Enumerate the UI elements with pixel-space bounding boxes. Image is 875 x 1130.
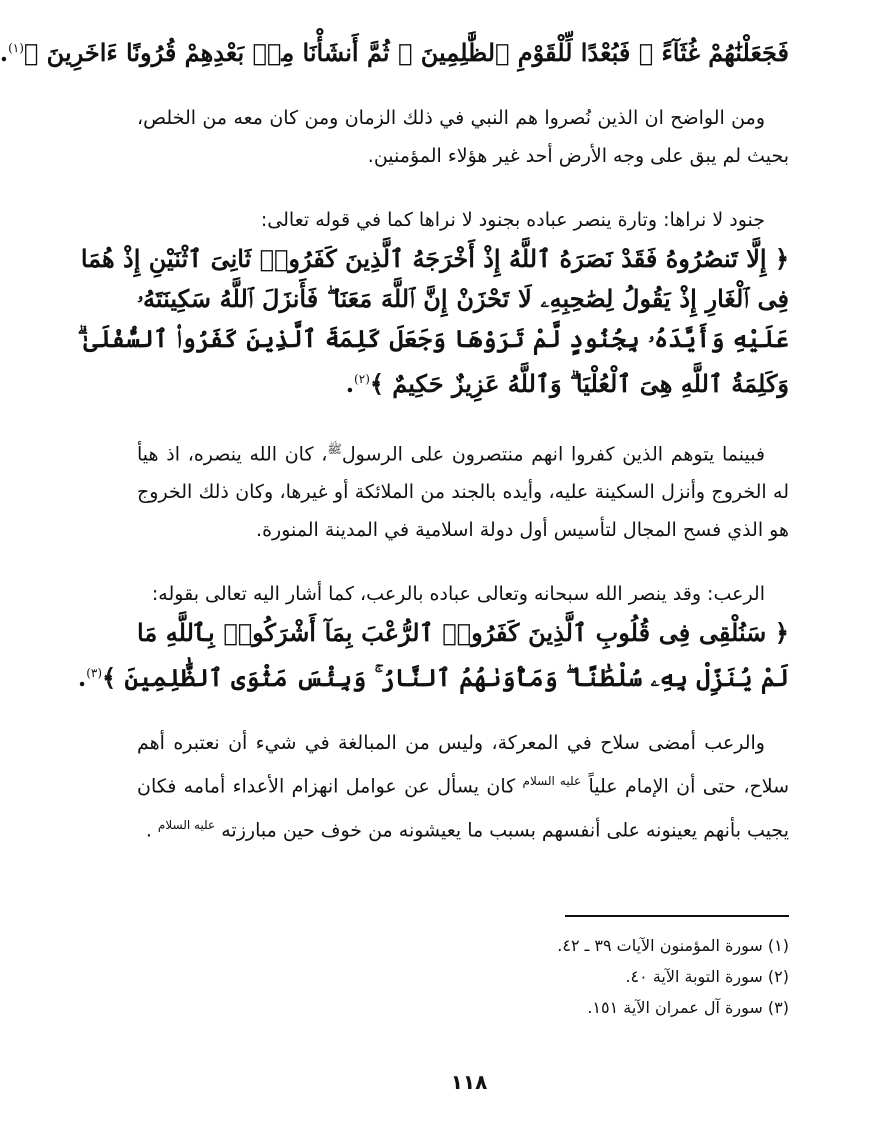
paragraph-1 xyxy=(137,99,789,175)
paragraph-intro: جنود لا نراها: وتارة ينصر عباده بجنود لا نراها كما في قوله تعالى: xyxy=(260,209,765,231)
paragraph-text: كان يسأل عن عوامل انهزام الأعداء أمامه فكان يجيب بأنهم يعينونه على أنفسهم بسبب ما يعيشونه من خوف حين مبارزته xyxy=(137,775,789,841)
verse-line: عَلَيْهِ وَأَيَّدَهُۥ بِجُنُودٍ لَّمْ تَرَوْهَا وَجَعَلَ كَلِمَةَ ٱلَّذِينَ كَفَرُوا۟ ٱلسُّفْلَىٰ ۗ xyxy=(77,324,789,353)
footnote-3: (٣) سورة آل عمران الآية ١٥١. xyxy=(587,998,789,1017)
paragraph-5 xyxy=(137,724,789,849)
honorific-symbol: عليه السلام xyxy=(157,817,216,832)
verse-line: ﴿ إِلَّا تَنصُرُوهُ فَقَدْ نَصَرَهُ ٱللَّهُ إِذْ أَخْرَجَهُ ٱلَّذِينَ كَفَرُوا۟ ثَانِىَ ٱثْنَيْنِ إِذْ هُمَا xyxy=(80,244,789,273)
page-number: ١١٨ xyxy=(450,1070,488,1094)
verse-text: فَجَعَلْنَٰهُمْ غُثَآءً ۚ فَبُعْدًا لِّلْقَوْمِ ٱلظَّٰلِمِينَ ۞ ثُمَّ أَنشَأْنَا مِنۢ بَعْدِهِمْ قُرُونًا ءَاخَرِينَ ﴾ xyxy=(23,38,789,67)
verse-line xyxy=(137,359,789,404)
paragraph-3 xyxy=(137,430,789,549)
footnote-1: (١) سورة المؤمنون الآيات ٣٩ ـ ٤٢. xyxy=(557,936,789,955)
paragraph-intro: الرعب: وقد ينصر الله سبحانه وتعالى عباده بالرعب، كما أشار اليه تعالى بقوله: xyxy=(151,583,765,606)
verse-text: لَمْ يُنَزِّلْ بِهِۦ سُلْطَٰنًا ۖ وَمَأْوَىٰهُمُ ٱلنَّارُ ۚ وَبِئْسَ مَثْوَى ٱلظَّٰلِمِينَ ﴾ xyxy=(102,663,789,693)
paragraph-text: ومن الواضح ان الذين نُصروا هم النبي في ذلك الزمان ومن كان معه من الخلص، بحيث لم يبق على وجه الأرض أحد غير هؤلاء المؤمنين. xyxy=(137,107,789,167)
footnotes xyxy=(137,930,789,1023)
footnote-ref: (١) xyxy=(8,41,24,55)
paragraph-text: والرعب أمضى سلاح في المعركة، وليس من المبالغة في شيء أن نعتبره أهم سلاح، حتى أن الإمام علياً xyxy=(137,732,790,798)
verse-end-mark: . xyxy=(0,38,9,67)
verse-text: وَكَلِمَةُ ٱللَّهِ هِىَ ٱلْعُلْيَا ۗ وَٱللَّهُ عَزِيزٌ حَكِيمٌ ﴾ xyxy=(369,369,789,398)
paragraph-end-mark: . xyxy=(145,818,152,841)
verse-end-mark: . xyxy=(345,369,355,398)
paragraph-2 xyxy=(77,201,789,404)
footnote-ref: (٢) xyxy=(354,372,370,386)
verse-end-mark: . xyxy=(77,663,87,693)
verse-line: ﴿ سَنُلْقِى فِى قُلُوبِ ٱلَّذِينَ كَفَرُوا۟ ٱلرُّعْبَ بِمَآ أَشْرَكُوا۟ بِٱللَّهِ مَا xyxy=(137,618,789,648)
honorific-symbol: ﷺ xyxy=(327,442,342,456)
paragraph-4 xyxy=(77,575,789,698)
footnote-ref: (٣) xyxy=(86,666,103,681)
verse-line xyxy=(77,653,789,698)
paragraph-text: فبينما يتوهم الذين كفروا انهم منتصرون على الرسول xyxy=(341,443,766,466)
footnote-2: (٢) سورة التوبة الآية ٤٠. xyxy=(625,967,789,986)
paragraph-text: ، كان الله ينصره، اذ هيأ له الخروج وأنزل السكينة عليه، وأيده بالجند من الملائكة أو غيرها، وكان ذلك الخروج هو الذي فسح المجال لتأسيس أول دولة اسلامية في المدينة المنورة. xyxy=(137,443,789,542)
verse-top xyxy=(0,28,789,73)
footnote-divider xyxy=(565,915,789,917)
honorific-symbol: عليه السلام xyxy=(522,774,582,789)
verse-line: فِى ٱلْغَارِ إِذْ يَقُولُ لِصَٰحِبِهِۦ لَا تَحْزَنْ إِنَّ ٱللَّهَ مَعَنَا ۖ فَأَنزَلَ ٱللَّهُ سَكِينَتَهُۥ xyxy=(137,284,789,313)
verse-line xyxy=(0,28,789,73)
